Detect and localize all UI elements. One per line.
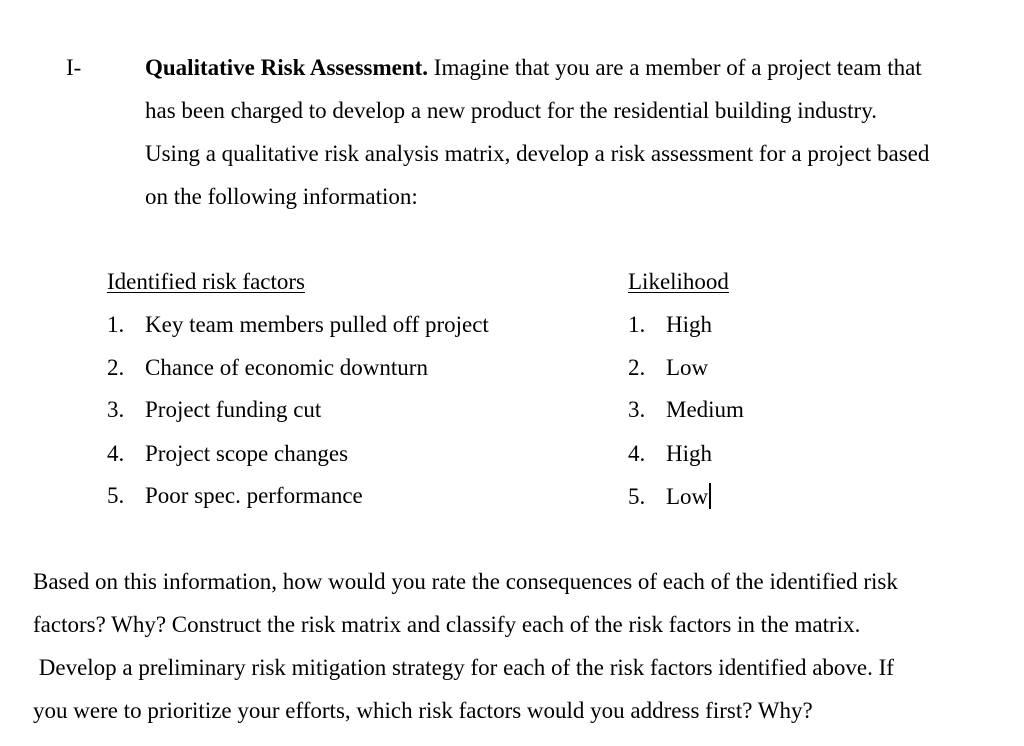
likelihood-number: 4. bbox=[628, 441, 646, 466]
intro-line-3: Using a qualitative risk analysis matrix, develop a risk assessment for a project based bbox=[145, 141, 930, 166]
likelihood-value: Medium bbox=[666, 397, 744, 422]
risk-factor-number: 3. bbox=[107, 397, 125, 422]
risk-factor-text: Project scope changes bbox=[145, 441, 349, 466]
intro-line-4: on the following information: bbox=[145, 184, 418, 209]
risk-factor-text: Chance of economic downturn bbox=[145, 355, 428, 380]
likelihood-value: Low bbox=[666, 484, 709, 509]
likelihood-value: High bbox=[666, 441, 712, 466]
intro-line-1-text: Imagine that you are a member of a project team that bbox=[428, 55, 922, 80]
risk-factor-number: 4. bbox=[107, 441, 125, 466]
likelihood-row bbox=[628, 483, 711, 510]
likelihood-number: 2. bbox=[628, 355, 646, 380]
risk-factor-text: Key team members pulled off project bbox=[145, 312, 489, 337]
risk-factor-row bbox=[107, 312, 489, 338]
question-line-2: factors? Why? Construct the risk matrix and classify each of the risk factors in the matrix. bbox=[33, 612, 861, 637]
risk-factor-number: 5. bbox=[107, 483, 125, 508]
likelihood-row bbox=[628, 441, 712, 467]
text-cursor bbox=[709, 483, 711, 509]
likelihood-row bbox=[628, 312, 712, 338]
likelihood-value: Low bbox=[666, 355, 709, 380]
factors-header: Identified risk factors bbox=[107, 269, 305, 294]
question-line-4: you were to prioritize your efforts, which risk factors would you address first? Why? bbox=[33, 698, 813, 723]
risk-factor-row bbox=[107, 397, 321, 423]
risk-factor-text: Project funding cut bbox=[145, 397, 322, 422]
risk-factor-text: Poor spec. performance bbox=[145, 483, 363, 508]
likelihood-header: Likelihood bbox=[628, 269, 729, 294]
risk-factor-row bbox=[107, 355, 428, 381]
likelihood-number: 3. bbox=[628, 397, 646, 422]
risk-factor-row bbox=[107, 441, 348, 467]
risk-factor-number: 1. bbox=[107, 312, 125, 337]
intro-line-2: has been charged to develop a new product for the residential building industry. bbox=[145, 98, 877, 123]
section-marker: I- bbox=[66, 55, 82, 80]
likelihood-number: 1. bbox=[628, 312, 646, 337]
section-heading: Qualitative Risk Assessment. bbox=[145, 55, 429, 80]
question-line-3: Develop a preliminary risk mitigation strategy for each of the risk factors identified above. If bbox=[33, 655, 894, 680]
risk-factor-number: 2. bbox=[107, 355, 125, 380]
likelihood-value: High bbox=[666, 312, 712, 337]
likelihood-row bbox=[628, 397, 744, 423]
question-line-1: Based on this information, how would you rate the consequences of each of the identified risk bbox=[33, 569, 898, 594]
intro-line-1 bbox=[145, 55, 922, 81]
risk-factor-row bbox=[107, 483, 363, 509]
likelihood-number: 5. bbox=[628, 484, 646, 509]
likelihood-row bbox=[628, 355, 708, 381]
